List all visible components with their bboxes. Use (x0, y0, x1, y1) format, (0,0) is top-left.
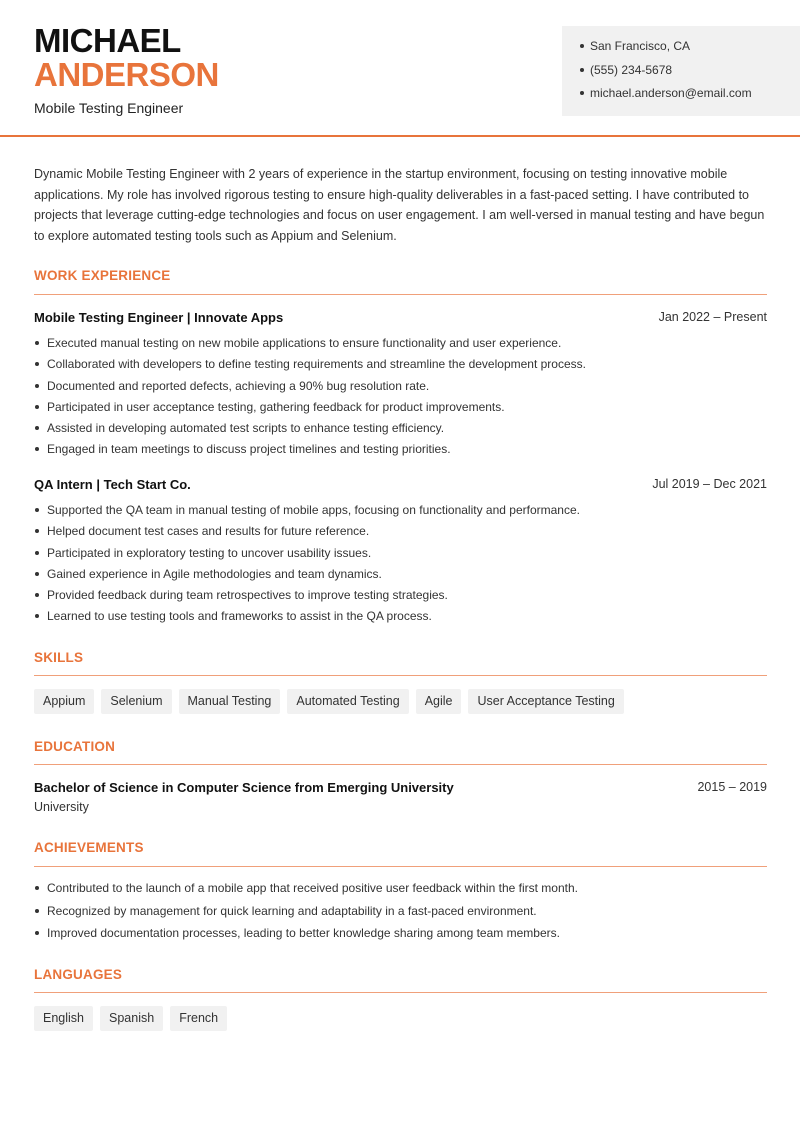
contact-location: San Francisco, CA (562, 37, 800, 61)
job-dates: Jul 2019 – Dec 2021 (652, 477, 767, 491)
list-item: Provided feedback during team retrospectives to improve testing strategies. (34, 586, 774, 607)
list-item: Participated in user acceptance testing, gathering feedback for product improvements. (34, 398, 774, 419)
section-divider (34, 764, 767, 765)
contact-email: michael.anderson@email.com (562, 84, 800, 108)
bullet-icon (580, 68, 584, 72)
section-divider (34, 675, 767, 676)
list-item: Improved documentation processes, leading to better knowledge sharing among team members. (34, 924, 774, 947)
institution: University (34, 800, 89, 814)
section-title-achievements: ACHIEVEMENTS (34, 840, 144, 855)
section-divider (34, 992, 767, 993)
list-item: Helped document test cases and results for future reference. (34, 522, 774, 543)
section-title-languages: LANGUAGES (34, 967, 123, 982)
list-item: Participated in exploratory testing to uncover usability issues. (34, 544, 774, 565)
list-item: Engaged in team meetings to discuss project timelines and testing priorities. (34, 440, 774, 461)
language-chip: Spanish (100, 1006, 163, 1031)
languages-list (34, 1006, 227, 1031)
list-item: Recognized by management for quick learning and adaptability in a fast-paced environment. (34, 902, 774, 925)
skills-list (34, 689, 624, 714)
section-divider (34, 866, 767, 867)
achievements-list (34, 879, 774, 947)
list-item: Learned to use testing tools and frameworks to assist in the QA process. (34, 607, 774, 628)
skill-chip: Agile (416, 689, 462, 714)
job-dates: Jan 2022 – Present (658, 310, 767, 324)
job-role: QA Intern | Tech Start Co. (34, 477, 191, 492)
skill-chip: User Acceptance Testing (468, 689, 623, 714)
skill-chip: Manual Testing (179, 689, 281, 714)
language-chip: English (34, 1006, 93, 1031)
contact-phone: (555) 234-5678 (562, 61, 800, 85)
job-bullets (34, 334, 774, 462)
skill-chip: Selenium (101, 689, 171, 714)
education-dates: 2015 – 2019 (697, 780, 767, 794)
summary-paragraph: Dynamic Mobile Testing Engineer with 2 years of experience in the startup environment, focusing on testing innovative mobile applications. My role has involved rigorous testing to ensure high-quality deliverables in a fast-paced setting. I have contributed to projects that leverage cutting-edge technologies and focus on user engagement. I am well-versed in manual testing and have begun to explore automated testing tools such as Appium and Selenium. (34, 167, 765, 243)
language-chip: French (170, 1006, 227, 1031)
job-role: Mobile Testing Engineer | Innovate Apps (34, 310, 284, 325)
bullet-icon (580, 91, 584, 95)
section-divider (34, 294, 767, 295)
section-title-skills: SKILLS (34, 650, 84, 665)
bullet-icon (580, 44, 584, 48)
resume-header (0, 0, 800, 137)
degree: Bachelor of Science in Computer Science from Emerging University (34, 780, 454, 795)
contact-box (562, 26, 800, 116)
section-title-education: EDUCATION (34, 739, 116, 754)
list-item: Executed manual testing on new mobile applications to ensure functionality and user experience. (34, 334, 774, 355)
job-title: Mobile Testing Engineer (34, 100, 184, 116)
section-title-work: WORK EXPERIENCE (34, 268, 171, 283)
list-item: Contributed to the launch of a mobile app that received positive user feedback within the first month. (34, 879, 774, 902)
list-item: Assisted in developing automated test scripts to enhance testing efficiency. (34, 419, 774, 440)
list-item: Collaborated with developers to define testing requirements and streamline the development process. (34, 355, 774, 376)
list-item: Gained experience in Agile methodologies and team dynamics. (34, 565, 774, 586)
last-name: ANDERSON (34, 56, 219, 93)
job-bullets (34, 501, 774, 629)
skill-chip: Automated Testing (287, 689, 408, 714)
skill-chip: Appium (34, 689, 94, 714)
first-name: MICHAEL (34, 22, 181, 59)
list-item: Supported the QA team in manual testing of mobile apps, focusing on functionality and performance. (34, 501, 774, 522)
list-item: Documented and reported defects, achieving a 90% bug resolution rate. (34, 377, 774, 398)
